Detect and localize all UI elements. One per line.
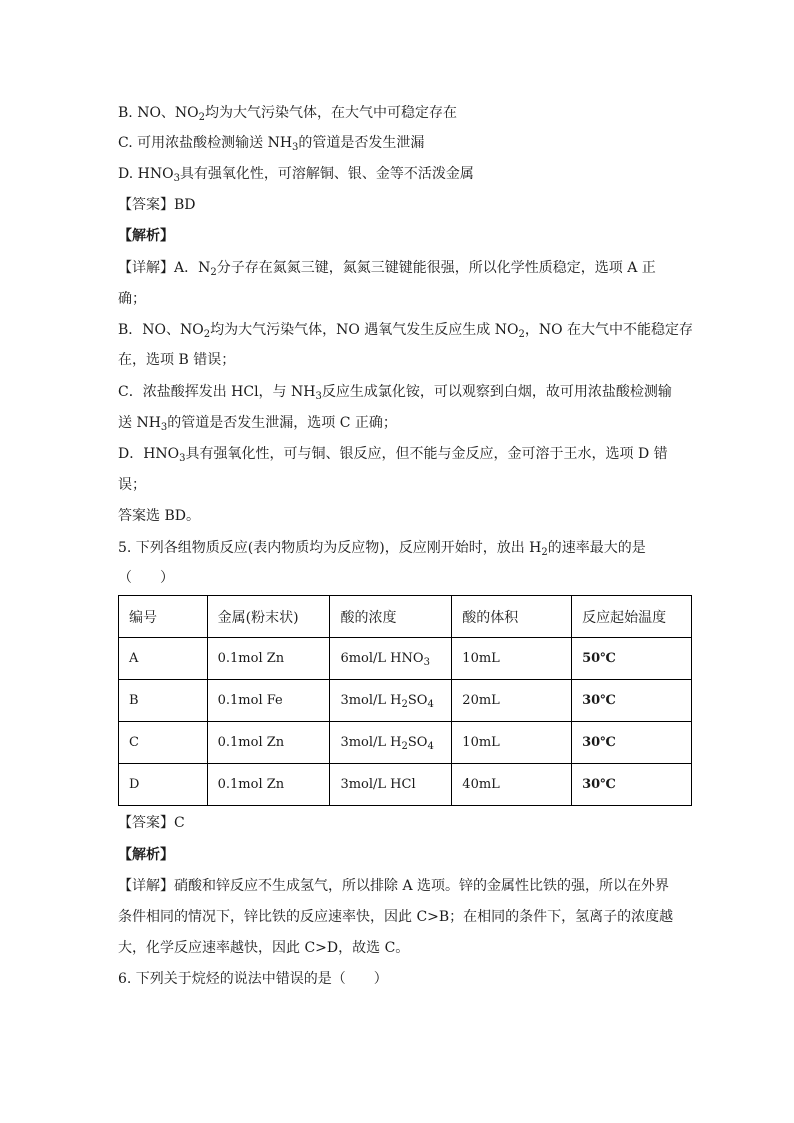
detail-line: 【详解】硝酸和锌反应不生成氢气，所以排除 A 选项。锌的金属性比铁的强，所以在外界 (118, 878, 670, 894)
table-row (119, 638, 692, 680)
option-c: C. 可用浓盐酸检测输送 $NH_3$的管道是否发生泄漏 (118, 135, 425, 153)
detail-line: 【详解】A．$N_2$分子存在氮氮三键，氮氮三键键能很强，所以化学性质稳定，选项 A 正 (118, 260, 656, 278)
cell-metal: 0.1mol Fe (207, 680, 330, 722)
table-row (119, 680, 692, 722)
cell-metal: 0.1mol Zn (207, 722, 330, 764)
header-cell: 编号 (119, 596, 208, 638)
cell-acid: 3mol/L HCl (330, 764, 452, 806)
cell-temperature: 50℃ (572, 638, 692, 680)
detail-line: B．NO、$NO_2$均为大气污染气体，NO 遇氧气发生反应生成 $NO_2$，NO 在大气中不能稳定存 (118, 322, 694, 340)
question-6-stem: 6. 下列关于烷烃的说法中错误的是（ ） (118, 971, 388, 987)
cell-acid: 3mol/L $H_2SO_4$ (330, 722, 452, 764)
cell-id: A (119, 638, 208, 680)
cell-acid: 3mol/L $H_2SO_4$ (330, 680, 452, 722)
answer-label: 【答案】C (118, 815, 185, 831)
detail-line: 在，选项 B 错误； (118, 352, 236, 368)
option-d: D. $HNO_3$具有强氧化性，可溶解铜、银、金等不活泼金属 (118, 166, 474, 184)
detail-line: 大，化学反应速率越快，因此 C>D，故选 C。 (118, 940, 410, 956)
analysis-label: 【解析】 (118, 228, 174, 244)
detail-line: 误； (118, 477, 146, 493)
cell-id: D (119, 764, 208, 806)
cell-temperature: 30℃ (572, 680, 692, 722)
detail-line: 条件相同的情况下，锌比铁的反应速率快，因此 C>B；在相同的条件下，氢离子的浓度越 (118, 909, 674, 925)
header-cell: 酸的浓度 (330, 596, 452, 638)
cell-volume: 20mL (452, 680, 572, 722)
detail-line: D．$HNO_3$具有强氧化性，可与铜、银反应，但不能与金反应，金可溶于王水，选项 D 错 (118, 446, 668, 464)
header-cell: 反应起始温度 (572, 596, 692, 638)
detail-line: 答案选 BD。 (118, 508, 200, 524)
detail-line: 送 $NH_3$的管道是否发生泄漏，选项 C 正确； (118, 415, 397, 433)
answer-label: 【答案】BD (118, 197, 196, 213)
cell-volume: 40mL (452, 764, 572, 806)
question-5-stem: 5. 下列各组物质反应(表内物质均为反应物)，反应刚开始时，放出 $H_2$的速率最大的是 (118, 540, 646, 558)
cell-id: B (119, 680, 208, 722)
cell-metal: 0.1mol Zn (207, 764, 330, 806)
cell-id: C (119, 722, 208, 764)
cell-acid: 6mol/L $HNO_3$ (330, 638, 452, 680)
cell-temperature: 30℃ (572, 764, 692, 806)
answer-blank: （ ） (118, 570, 174, 586)
header-cell: 酸的体积 (452, 596, 572, 638)
table-row (119, 722, 692, 764)
detail-line: 确； (118, 291, 146, 307)
cell-volume: 10mL (452, 638, 572, 680)
reaction-table (118, 595, 692, 806)
cell-metal: 0.1mol Zn (207, 638, 330, 680)
cell-volume: 10mL (452, 722, 572, 764)
analysis-label: 【解析】 (118, 847, 174, 863)
cell-temperature: 30℃ (572, 722, 692, 764)
option-b: B. NO、$NO_2$均为大气污染气体，在大气中可稳定存在 (118, 105, 458, 123)
detail-line: C．浓盐酸挥发出 HCl，与 $NH_3$反应生成氯化铵，可以观察到白烟，故可用浓盐酸检测输 (118, 384, 672, 402)
table-row (119, 764, 692, 806)
header-cell: 金属(粉末状) (207, 596, 330, 638)
table-header-row (119, 596, 692, 638)
